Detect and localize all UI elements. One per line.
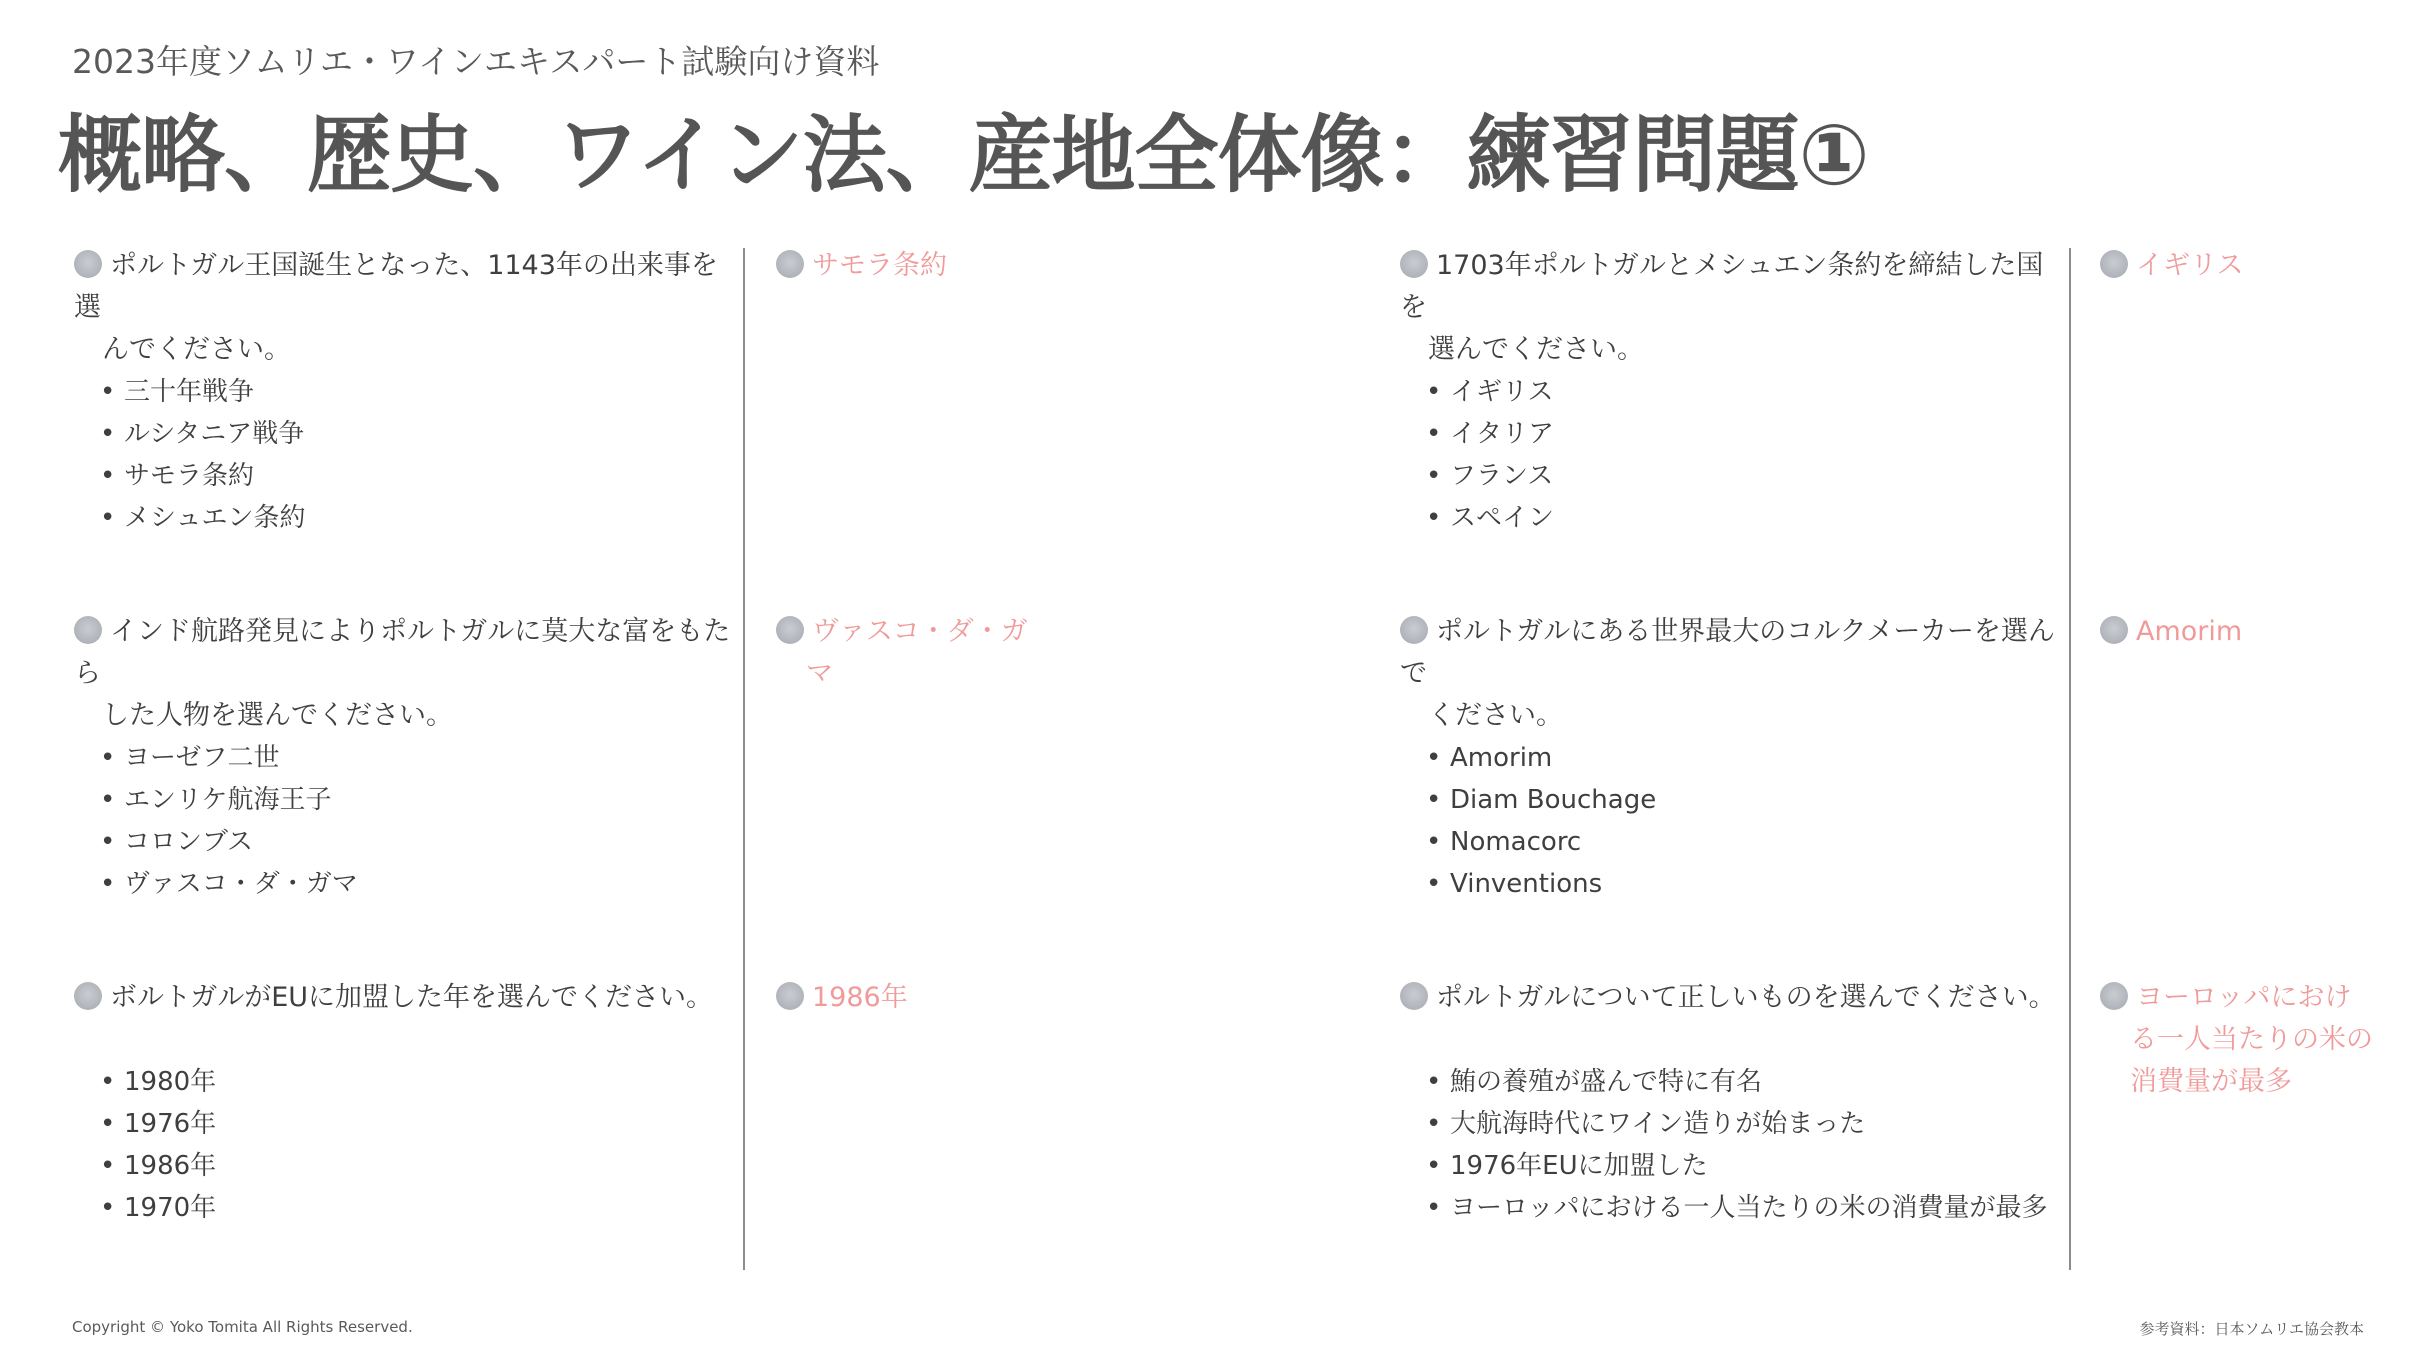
option-item: • 鮪の養殖が盛んで特に有名	[1426, 1061, 2047, 1103]
option-item: • 1976年EUに加盟した	[1426, 1145, 2047, 1187]
document-subtitle: 2023年度ソムリエ・ワインエキスパート試験向け資料	[72, 42, 880, 81]
question-text: ポルトガルについて正しいものを選んでください。	[1436, 982, 2056, 1013]
question-text: ポルトガル王国誕生となった、1143年の出来事を選 んでください。	[74, 250, 718, 365]
option-item: • イギリス	[1426, 371, 1554, 413]
option-item: • フランス	[1426, 455, 1554, 497]
option-list	[100, 371, 305, 539]
option-item: • 三十年戦争	[100, 371, 305, 413]
option-item: • 1976年	[100, 1103, 216, 1145]
answer-text: Amorim	[2136, 616, 2243, 647]
option-item: • サモラ条約	[100, 455, 305, 497]
option-item: • 1980年	[100, 1061, 216, 1103]
option-item: • ヨーゼフ二世	[100, 737, 358, 779]
answer-text: ヨーロッパにおけ る一人当たりの米の 消費量が最多	[2130, 982, 2373, 1097]
question-text: ボルトガルがEUに加盟した年を選んでください。	[110, 982, 714, 1013]
option-item: • Vinventions	[1426, 863, 1656, 905]
option-item: • メシュエン条約	[100, 497, 305, 539]
answer-bullet-icon	[2100, 616, 2128, 644]
question-text: 1703年ポルトガルとメシュエン条約を締結した国を 選んでください。	[1400, 250, 2044, 365]
answer-text: イギリス	[2136, 250, 2244, 281]
option-item: • 1970年	[100, 1187, 216, 1229]
option-item: • スペイン	[1426, 497, 1554, 539]
question-text: インド航路発見によりポルトガルに莫大な富をもたら した人物を選んでください。	[74, 616, 731, 731]
answer-bullet-icon	[776, 616, 804, 644]
option-item: • Amorim	[1426, 737, 1656, 779]
answer-bullet-icon	[2100, 250, 2128, 278]
answer-bullet-icon	[776, 982, 804, 1010]
option-item: • Diam Bouchage	[1426, 779, 1656, 821]
option-item: • ルシタニア戦争	[100, 413, 305, 455]
option-item: • 1986年	[100, 1145, 216, 1187]
option-item: • ヨーロッパにおける一人当たりの米の消費量が最多	[1426, 1187, 2047, 1229]
option-item: • エンリケ航海王子	[100, 779, 358, 821]
option-item: • Nomacorc	[1426, 821, 1656, 863]
option-list	[1426, 371, 1554, 539]
option-list	[1426, 737, 1656, 905]
option-list	[1426, 1061, 2047, 1229]
answer-bullet-icon	[776, 250, 804, 278]
option-item: • 大航海時代にワイン造りが始まった	[1426, 1103, 2047, 1145]
page-title: 概略、歴史、ワイン法、産地全体像：練習問題①	[58, 106, 1869, 204]
column-divider-left	[743, 248, 745, 1270]
copyright-notice: Copyright © Yoko Tomita All Rights Reserved.	[72, 1318, 413, 1336]
option-list	[100, 1061, 216, 1229]
option-item: • ヴァスコ・ダ・ガマ	[100, 863, 358, 905]
reference-note: 参考資料：日本ソムリエ協会教本	[2139, 1320, 2364, 1338]
option-list	[100, 737, 358, 905]
column-divider-right	[2069, 248, 2071, 1270]
answer-text: 1986年	[812, 982, 908, 1013]
answer-text: サモラ条約	[812, 250, 947, 281]
question-text: ポルトガルにある世界最大のコルクメーカーを選んで ください。	[1400, 616, 2055, 731]
option-item: • コロンブス	[100, 821, 358, 863]
option-item: • イタリア	[1426, 413, 1554, 455]
answer-bullet-icon	[2100, 982, 2128, 1010]
answer-text: ヴァスコ・ダ・ガ マ	[806, 616, 1028, 689]
